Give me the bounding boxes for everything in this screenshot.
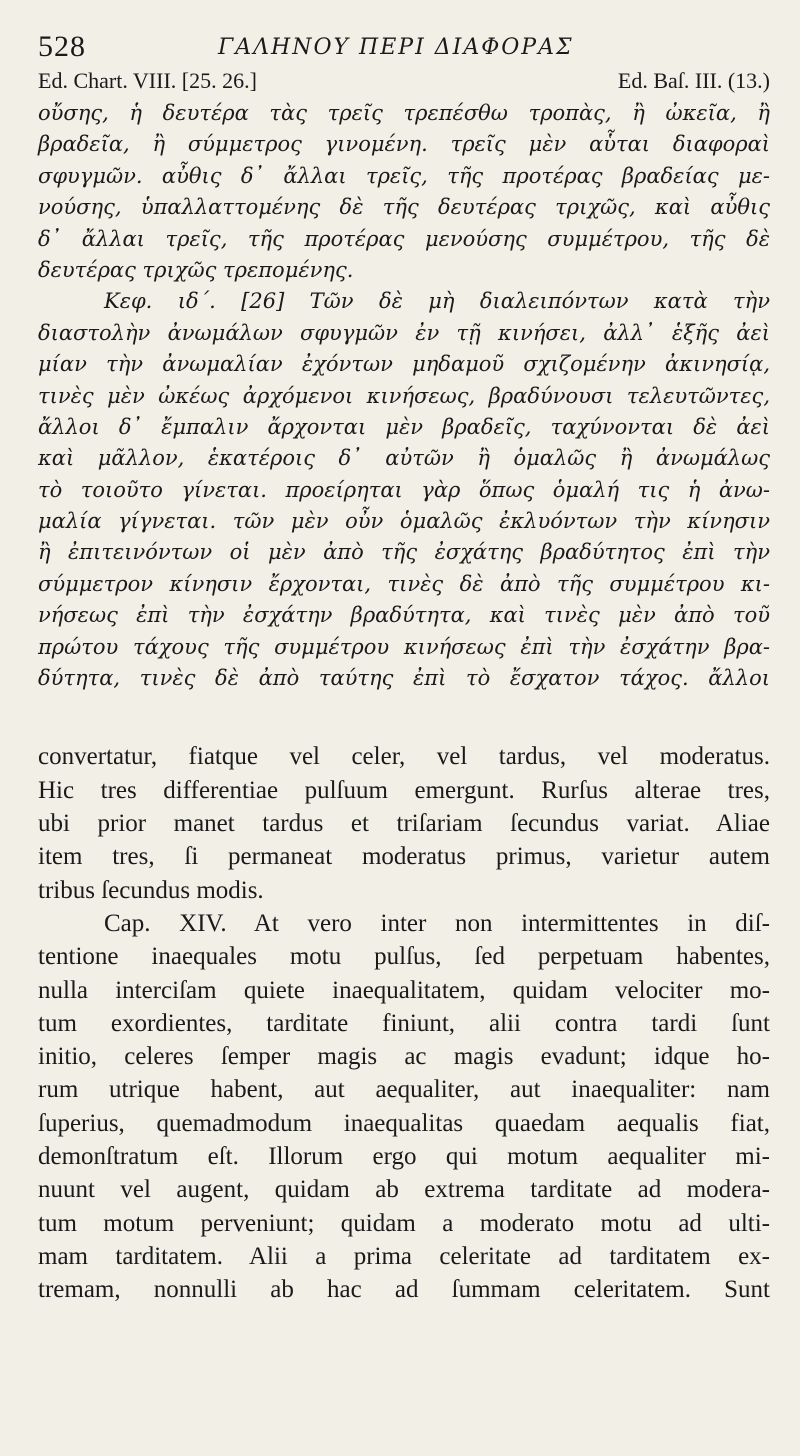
greek-line: τινὲς μὲν ὠκέως ἀρχόμενοι κινήσεως, βραδύνουσι τελευτῶντες, xyxy=(38,383,770,408)
greek-line: σφυγμῶν. αὖθις δ᾽ ἄλλαι τρεῖς, τῆς προτέρας βραδείας με- xyxy=(38,163,770,188)
latin-line: convertatur, fiatque vel celer, vel tardus, vel moderatus. xyxy=(38,743,770,771)
greek-chapter-heading-line: Κεφ. ιδ΄. [26] Τῶν δὲ μὴ διαλειπόντων κατὰ τὴν xyxy=(104,289,770,314)
latin-line: tribus ſecundus modis. xyxy=(38,876,264,904)
edition-reference-basel: Ed. Baſ. III. (13.) xyxy=(617,68,770,93)
running-title: ΓΑΛΗΝΟΥ ΠΕΡΙ ΔΙΑΦΟΡΑΣ xyxy=(218,35,574,60)
greek-text-block xyxy=(38,98,770,694)
greek-line: μαλία γίγνεται. τῶν μὲν οὖν ὁμαλῶς ἐκλυόντων τὴν κίνησιν xyxy=(38,509,770,534)
greek-line: διαστολὴν ἀνωμάλων σφυγμῶν ἐν τῇ κινήσει, ἀλλ᾽ ἑξῆς ἀεὶ xyxy=(38,320,770,345)
latin-line: demonſtratum eſt. Illorum ergo qui motum aequaliter mi- xyxy=(38,1142,770,1170)
latin-text-block xyxy=(38,740,770,1306)
greek-line: τὸ τοιοῦτο γίνεται. προείρηται γὰρ ὅπως ὁμαλή τις ἡ ἀνω- xyxy=(38,477,770,502)
greek-line: βραδεῖα, ἢ σύμμετρος γινομένη. τρεῖς μὲν αὗται διαφοραὶ xyxy=(38,132,770,157)
greek-line: δ᾽ ἄλλαι τρεῖς, τῆς προτέρας μενούσης συμμέτρου, τῆς δὲ xyxy=(38,226,770,251)
latin-line: nuunt vel augent, quidam ab extrema tarditate ad modera- xyxy=(38,1176,770,1204)
greek-line: δευτέρας τριχῶς τρεπομένης. xyxy=(38,257,354,282)
latin-line: tentione inaequales motu pulſus, ſed perpetuam habentes, xyxy=(38,943,770,971)
page-header xyxy=(38,28,770,68)
greek-line: μίαν τὴν ἀνωμαλίαν ἐχόντων μηδαμοῦ σχιζομένην ἀκινησίᾳ, xyxy=(38,352,770,377)
edition-reference-chartier: Ed. Chart. VIII. [25. 26.] xyxy=(38,68,257,93)
greek-line: σύμμετρον κίνησιν ἔρχονται, τινὲς δὲ ἀπὸ τῆς συμμέτρου κι- xyxy=(38,571,770,596)
greek-line: νήσεως ἐπὶ τὴν ἐσχάτην βραδύτητα, καὶ τινὲς μὲν ἀπὸ τοῦ xyxy=(38,603,770,628)
latin-chapter-heading-line: Cap. XIV. At vero inter non intermittentes in diſ- xyxy=(104,909,770,937)
page-number: 528 xyxy=(38,30,86,63)
latin-line: mam tarditatem. Alii a prima celeritate ad tarditatem ex- xyxy=(38,1242,770,1270)
greek-line: καὶ μᾶλλον, ἑκατέροις δ᾽ αὐτῶν ἢ ὁμαλῶς ἢ ἀνωμάλως xyxy=(38,446,770,471)
latin-line: tum motum perveniunt; quidam a moderato motu ad ulti- xyxy=(38,1209,770,1237)
greek-line: ἢ ἐπιτεινόντων οἱ μὲν ἀπὸ τῆς ἐσχάτης βραδύτητος ἐπὶ τὴν xyxy=(38,540,770,565)
greek-line: ἄλλοι δ᾽ ἔμπαλιν ἄρχονται μὲν βραδεῖς, ταχύνονται δὲ ἀεὶ xyxy=(38,414,770,439)
greek-line: οὔσης, ἡ δευτέρα τὰς τρεῖς τρεπέσθω τροπὰς, ἢ ὠκεῖα, ἢ xyxy=(38,101,770,125)
latin-line: rum utrique habent, aut aequaliter, aut inaequaliter: nam xyxy=(38,1076,770,1104)
latin-line: nulla interciſam quiete inaequalitatem, quidam velociter mo- xyxy=(38,976,770,1004)
latin-line: tremam, nonnulli ab hac ad ſummam celeritatem. Sunt xyxy=(38,1276,770,1304)
latin-line: initio, celeres ſemper magis ac magis evadunt; idque ho- xyxy=(38,1043,770,1071)
greek-line: πρώτου τάχους τῆς συμμέτρου κινήσεως ἐπὶ τὴν ἐσχάτην βρα- xyxy=(38,634,770,659)
latin-line: ubi prior manet tardus et triſariam ſecundus variat. Aliae xyxy=(38,810,770,838)
latin-line: item tres, ſi permaneat moderatus primus, varietur autem xyxy=(38,843,770,871)
greek-line: δύτητα, τινὲς δὲ ἀπὸ ταύτης ἐπὶ τὸ ἔσχατον τάχος. ἄλλοι xyxy=(38,666,770,691)
edition-reference-line xyxy=(38,68,770,98)
latin-line: tum exordientes, tarditate finiunt, alii contra tardi ſunt xyxy=(38,1009,770,1037)
latin-line: ſuperius, quemadmodum inaequalitas quaedam aequalis fiat, xyxy=(38,1109,770,1137)
latin-line: Hic tres differentiae pulſuum emergunt. Rurſus alterae tres, xyxy=(38,776,770,804)
greek-line: νούσης, ὑπαλλαττομένης δὲ τῆς δευτέρας τριχῶς, καὶ αὖθις xyxy=(38,195,770,220)
